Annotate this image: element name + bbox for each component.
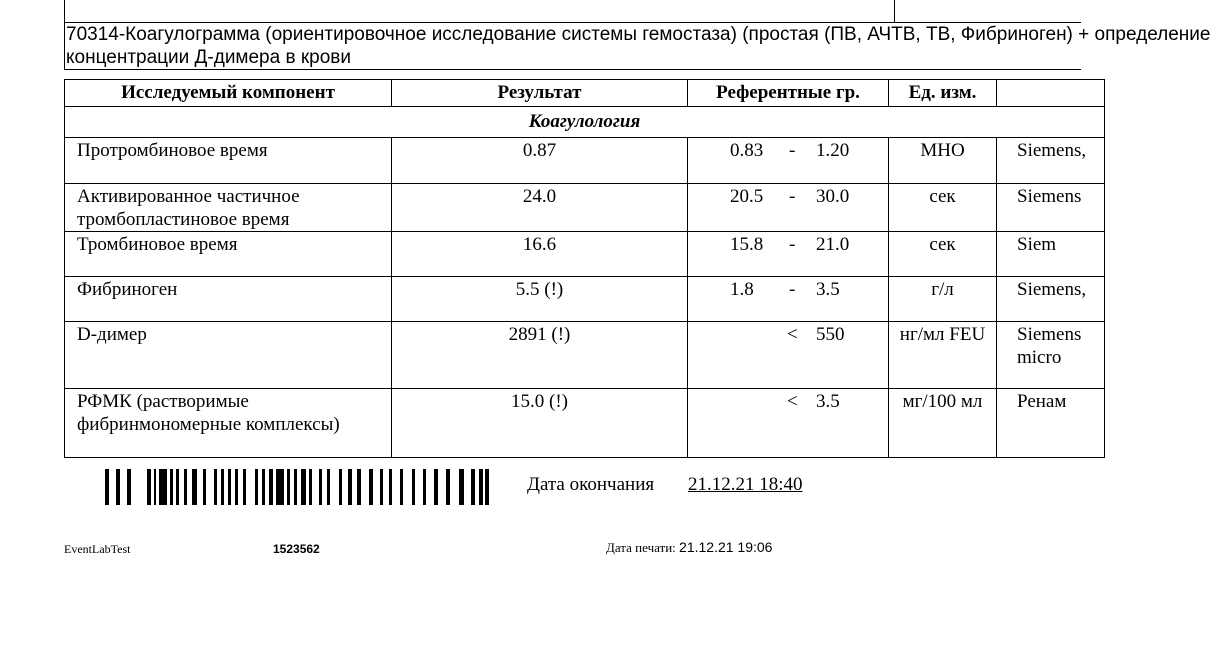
unit: нг/мл FEU (889, 322, 997, 389)
result-value: 5.5 (!) (392, 277, 688, 322)
table-row (65, 277, 1105, 322)
barcode-bar (176, 469, 179, 505)
barcode-bar (159, 469, 167, 505)
results-table (64, 79, 1105, 458)
group-row (65, 107, 1105, 138)
print-date (606, 539, 772, 556)
barcode-bar (471, 469, 475, 505)
barcode-bar (327, 469, 330, 505)
barcode-bar (127, 469, 131, 505)
ref-low: 0.83 (730, 140, 764, 161)
barcode-bar (446, 469, 450, 505)
sample-number: 1523562 (273, 542, 320, 556)
ref-high: 550 (816, 324, 845, 345)
ref-separator: - (789, 140, 796, 161)
barcode-bar (184, 469, 187, 505)
barcode-bar (301, 469, 306, 505)
ref-low: 20.5 (730, 186, 764, 207)
ref-high: 3.5 (816, 279, 840, 300)
barcode-bar (262, 469, 265, 505)
column-header-unit: Ед. изм. (889, 80, 997, 107)
barcode-bar (412, 469, 415, 505)
barcode-bar (243, 469, 246, 505)
device: Siemens micro (997, 322, 1105, 389)
reference-range (688, 184, 889, 232)
print-date-label: Дата печати: (606, 540, 676, 555)
barcode-bar (203, 469, 206, 505)
barcode-bar (287, 469, 290, 505)
unit: сек (889, 232, 997, 277)
reference-range (688, 232, 889, 277)
barcode-bar (357, 469, 361, 505)
result-value: 2891 (!) (392, 322, 688, 389)
ref-separator: - (789, 186, 796, 207)
table-row (65, 184, 1105, 232)
table-row (65, 322, 1105, 389)
ref-high: 30.0 (816, 186, 850, 207)
component-name: D-димер (65, 322, 392, 389)
test-title (64, 23, 1210, 70)
device: Siemens (997, 184, 1105, 232)
unit: МНО (889, 138, 997, 184)
component-name: Тромбиновое время (65, 232, 392, 277)
barcode-bar (235, 469, 238, 505)
unit: мг/100 мл (889, 389, 997, 458)
unit: сек (889, 184, 997, 232)
unit: г/л (889, 277, 997, 322)
ref-less-than: < (787, 391, 798, 412)
completion-date-label: Дата окончания (527, 474, 655, 495)
component-name: Протромбиновое время (65, 138, 392, 184)
result-value: 15.0 (!) (392, 389, 688, 458)
ref-separator: - (789, 279, 796, 300)
barcode-bar (228, 469, 231, 505)
table-header-row (65, 80, 1105, 107)
barcode-bar (221, 469, 224, 505)
barcode (105, 469, 489, 505)
ref-low: 1.8 (730, 279, 754, 300)
component-name: Активированное частичное тромбопластиновое время (65, 184, 392, 232)
device: Siemens, (997, 277, 1105, 322)
barcode-bar (214, 469, 217, 505)
ref-high: 21.0 (816, 234, 850, 255)
barcode-bar (147, 469, 151, 505)
barcode-bar (400, 469, 403, 505)
completion-date-value: 21.12.21 18:40 (688, 474, 803, 495)
column-header-result: Результат (392, 80, 688, 107)
result-value: 0.87 (392, 138, 688, 184)
column-header-reference: Референтные гр. (688, 80, 889, 107)
barcode-bar (369, 469, 373, 505)
previous-table-bottom (64, 0, 1081, 23)
table-row (65, 389, 1105, 458)
barcode-bar (339, 469, 342, 505)
barcode-bar (192, 469, 197, 505)
device: Siem (997, 232, 1105, 277)
print-date-value: 21.12.21 19:06 (679, 539, 773, 555)
barcode-bar (485, 469, 489, 505)
reference-range (688, 322, 889, 389)
component-name: РФМК (растворимые фибринмономерные комплексы) (65, 389, 392, 458)
barcode-bar (319, 469, 322, 505)
barcode-bar (479, 469, 483, 505)
reference-range (688, 389, 889, 458)
reference-range (688, 138, 889, 184)
barcode-bar (389, 469, 392, 505)
barcode-bar (294, 469, 297, 505)
barcode-bar (255, 469, 258, 505)
barcode-bar (269, 469, 273, 505)
title-line-2: концентрации Д-димера в крови (66, 47, 351, 68)
ref-separator: - (789, 234, 796, 255)
column-header-component: Исследуемый компонент (65, 80, 392, 107)
column-header-device (997, 80, 1105, 107)
barcode-bar (309, 469, 312, 505)
device: Siemens, (997, 138, 1105, 184)
result-value: 16.6 (392, 232, 688, 277)
ref-high: 1.20 (816, 140, 850, 161)
barcode-bar (276, 469, 284, 505)
reference-range (688, 277, 889, 322)
barcode-bar (348, 469, 352, 505)
barcode-bar (105, 469, 109, 505)
ref-less-than: < (787, 324, 798, 345)
barcode-bar (459, 469, 464, 505)
lab-name: EventLabTest (64, 542, 131, 556)
table-row (65, 138, 1105, 184)
barcode-bar (380, 469, 383, 505)
barcode-bar (434, 469, 438, 505)
result-value: 24.0 (392, 184, 688, 232)
group-label: Коагулология (65, 107, 1105, 138)
ref-low: 15.8 (730, 234, 764, 255)
title-line-1: 70314-Коагулограмма (ориентировочное исследование системы гемостаза) (простая (ПВ, АЧТВ, ТВ, Фибриноген) + определение (66, 24, 1210, 45)
barcode-bar (170, 469, 173, 505)
device: Ренам (997, 389, 1105, 458)
table-row (65, 232, 1105, 277)
component-name: Фибриноген (65, 277, 392, 322)
ref-high: 3.5 (816, 391, 840, 412)
barcode-bar (423, 469, 426, 505)
barcode-bar (154, 469, 156, 505)
barcode-bar (116, 469, 120, 505)
